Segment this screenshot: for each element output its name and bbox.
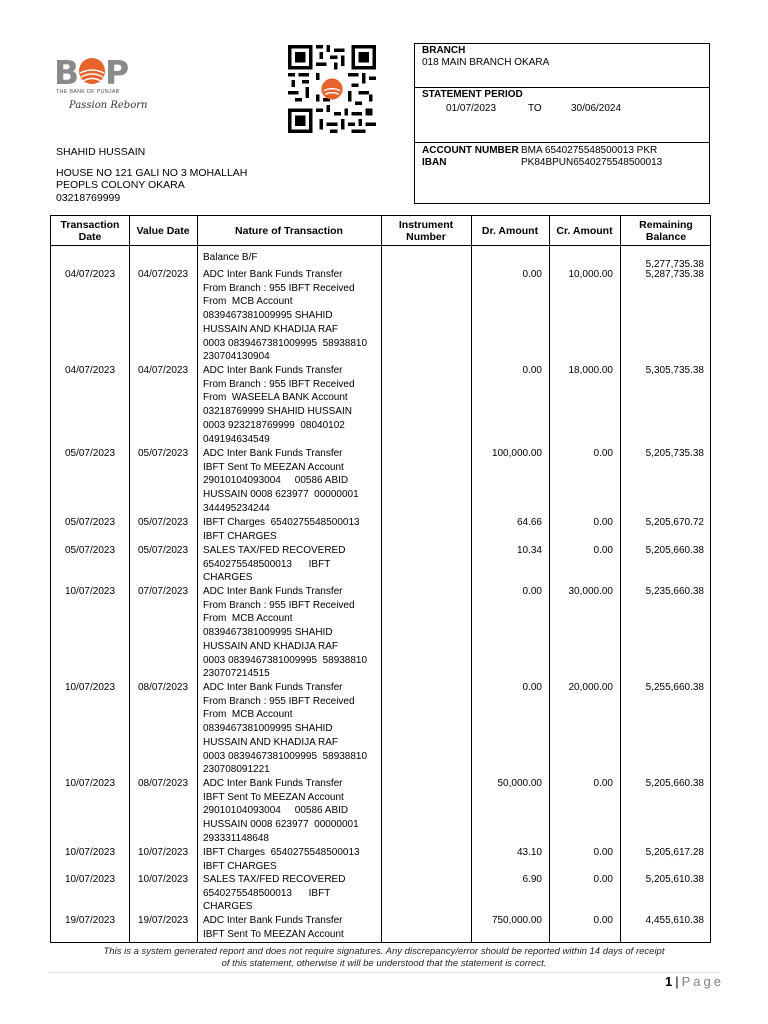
- cell-dr-amount: 50,000.00: [497, 778, 542, 789]
- bank-tagline: Passion Reborn: [69, 100, 148, 111]
- page-divider: [48, 972, 720, 973]
- cell-balance: 5,287,735.38: [645, 269, 704, 280]
- cell-balance: 5,205,735.38: [645, 448, 704, 459]
- svg-text:B: B: [54, 53, 80, 89]
- page-separator: |: [675, 974, 679, 989]
- customer-address-line1: HOUSE NO 121 GALI NO 3 MOHALLAH: [56, 167, 248, 179]
- header-instrument-number: Instrument Number: [398, 218, 454, 243]
- header-dr-amount: Dr. Amount: [481, 224, 539, 237]
- account-info-box: [414, 43, 710, 204]
- cell-transaction-date: 10/07/2023: [64, 778, 116, 789]
- column-divider: [197, 216, 198, 942]
- statement-period-to-label: TO: [528, 103, 542, 114]
- bank-name-small: THE BANK OF PUNJAB: [56, 89, 120, 95]
- disclaimer-line1: This is a system generated report and does not require signatures. Any discrepancy/error should be reported within 14 days of receipt: [103, 946, 665, 957]
- header-divider: [51, 245, 710, 246]
- header-value-date: Value Date: [136, 224, 190, 237]
- cell-transaction-date: 10/07/2023: [64, 586, 116, 597]
- account-number-label: ACCOUNT NUMBER: [422, 145, 519, 156]
- cell-cr-amount: 10,000.00: [568, 269, 613, 280]
- cell-nature: ADC Inter Bank Funds Transfer IBFT Sent To MEEZAN Account 29010104093004 00586 ABID HUSSAIN 0008 623977 00000001 344495234244: [203, 448, 359, 514]
- disclaimer-line2: of this statement, otherwise it will be understood that the statement is correct.: [221, 958, 547, 969]
- cell-cr-amount: 0.00: [593, 874, 613, 885]
- cell-cr-amount: 0.00: [593, 545, 613, 556]
- cell-value-date: 19/07/2023: [137, 915, 189, 926]
- iban-value: PK84BPUN6540275548500013: [521, 157, 663, 168]
- customer-phone: 03218769999: [56, 192, 121, 204]
- statement-period-from: 01/07/2023: [446, 103, 497, 114]
- customer-name: SHAHID HUSSAIN: [56, 146, 146, 158]
- cell-value-date: 10/07/2023: [137, 874, 189, 885]
- cell-balance: 5,205,660.38: [645, 778, 704, 789]
- cell-balance: 5,205,610.38: [645, 874, 704, 885]
- bop-logo-icon: [54, 53, 134, 89]
- cell-balance: 4,455,610.38: [645, 915, 704, 926]
- qr-code-icon: [288, 45, 376, 133]
- cell-transaction-date: 05/07/2023: [64, 545, 116, 556]
- page-word: Page: [681, 974, 724, 989]
- cell-value-date: 08/07/2023: [137, 778, 189, 789]
- cell-nature: ADC Inter Bank Funds Transfer From Branch : 955 IBFT Received From MCB Account 0839467381009995 SHAHID HUSSAIN AND KHADIJA RAF 0003 0839467381009995 58938810 230708091221: [203, 682, 368, 776]
- cell-dr-amount: 0.00: [522, 682, 542, 693]
- cell-nature: SALES TAX/FED RECOVERED 6540275548500013 IBFT CHARGES: [203, 545, 346, 584]
- cell-dr-amount: 750,000.00: [491, 915, 542, 926]
- cell-dr-amount: 43.10: [516, 847, 542, 858]
- cell-dr-amount: 100,000.00: [491, 448, 542, 459]
- column-divider: [471, 216, 472, 942]
- cell-transaction-date: 10/07/2023: [64, 847, 116, 858]
- cell-value-date: 07/07/2023: [137, 586, 189, 597]
- divider: [415, 87, 709, 88]
- svg-text:P: P: [105, 53, 130, 89]
- divider: [415, 142, 709, 143]
- cell-transaction-date: 05/07/2023: [64, 448, 116, 459]
- cell-nature: ADC Inter Bank Funds Transfer From Branch : 955 IBFT Received From MCB Account 0839467381009995 SHAHID HUSSAIN AND KHADIJA RAF 0003 0839467381009995 58938810 230707214515: [203, 586, 368, 680]
- cell-nature: ADC Inter Bank Funds Transfer From Branch : 955 IBFT Received From MCB Account 0839467381009995 SHAHID HUSSAIN AND KHADIJA RAF 0003 0839467381009995 58938810 230704130904: [203, 269, 368, 363]
- cell-nature: ADC Inter Bank Funds Transfer IBFT Sent To MEEZAN Account: [203, 915, 344, 940]
- cell-cr-amount: 20,000.00: [568, 682, 613, 693]
- cell-balance: 5,305,735.38: [645, 365, 704, 376]
- cell-dr-amount: 0.00: [522, 586, 542, 597]
- cell-nature: ADC Inter Bank Funds Transfer IBFT Sent To MEEZAN Account 29010104093004 00586 ABID HUSSAIN 0008 623977 00000001 293331148648: [203, 778, 359, 844]
- cell-nature: Balance B/F: [203, 252, 258, 263]
- cell-cr-amount: 0.00: [593, 847, 613, 858]
- cell-balance: 5,205,670.72: [645, 517, 704, 528]
- header-transaction-date: Transaction Date: [60, 218, 120, 243]
- cell-cr-amount: 0.00: [593, 517, 613, 528]
- cell-value-date: 05/07/2023: [137, 545, 189, 556]
- cell-value-date: 08/07/2023: [137, 682, 189, 693]
- statement-period-label: STATEMENT PERIOD: [422, 89, 523, 100]
- cell-value-date: 04/07/2023: [137, 365, 189, 376]
- cell-balance: 5,277,735.38: [645, 259, 704, 270]
- statement-period-to: 30/06/2024: [571, 103, 622, 114]
- column-divider: [620, 216, 621, 942]
- cell-transaction-date: 04/07/2023: [64, 365, 116, 376]
- cell-nature: IBFT Charges 6540275548500013 IBFT CHARGES: [203, 517, 360, 542]
- cell-value-date: 05/07/2023: [137, 448, 189, 459]
- cell-dr-amount: 0.00: [522, 269, 542, 280]
- cell-transaction-date: 10/07/2023: [64, 682, 116, 693]
- branch-value: 018 MAIN BRANCH OKARA: [422, 57, 550, 68]
- page-number: [665, 974, 724, 989]
- cell-nature: IBFT Charges 6540275548500013 IBFT CHARGES: [203, 847, 360, 872]
- cell-dr-amount: 64.66: [516, 517, 542, 528]
- cell-cr-amount: 18,000.00: [568, 365, 613, 376]
- cell-value-date: 05/07/2023: [137, 517, 189, 528]
- cell-transaction-date: 10/07/2023: [64, 874, 116, 885]
- cell-balance: 5,205,660.38: [645, 545, 704, 556]
- account-number-value: BMA 6540275548500013 PKR: [521, 145, 658, 156]
- transactions-table: [50, 215, 711, 943]
- cell-nature: SALES TAX/FED RECOVERED 6540275548500013 IBFT CHARGES: [203, 874, 346, 913]
- header-remaining-balance: Remaining Balance: [639, 218, 693, 243]
- cell-transaction-date: 19/07/2023: [64, 915, 116, 926]
- cell-cr-amount: 30,000.00: [568, 586, 613, 597]
- customer-address-line2: PEOPLS COLONY OKARA: [56, 179, 185, 191]
- disclaimer-footer: [0, 946, 768, 970]
- cell-dr-amount: 0.00: [522, 365, 542, 376]
- header-cr-amount: Cr. Amount: [556, 224, 613, 237]
- page-number-value: 1: [665, 974, 673, 989]
- cell-cr-amount: 0.00: [593, 448, 613, 459]
- branch-label: BRANCH: [422, 45, 466, 56]
- cell-balance: 5,205,617.28: [645, 847, 704, 858]
- cell-transaction-date: 04/07/2023: [64, 269, 116, 280]
- cell-nature: ADC Inter Bank Funds Transfer From Branch : 955 IBFT Received From WASEELA BANK Account 03218769999 SHAHID HUSSAIN 0003 923218769999 08040102 049194634549: [203, 365, 355, 445]
- cell-balance: 5,235,660.38: [645, 586, 704, 597]
- column-divider: [381, 216, 382, 942]
- cell-transaction-date: 05/07/2023: [64, 517, 116, 528]
- header-nature-of-transaction: Nature of Transaction: [235, 224, 343, 237]
- cell-cr-amount: 0.00: [593, 915, 613, 926]
- bank-logo: [54, 53, 148, 123]
- cell-balance: 5,255,660.38: [645, 682, 704, 693]
- cell-dr-amount: 10.34: [516, 545, 542, 556]
- cell-dr-amount: 6.90: [522, 874, 542, 885]
- column-divider: [549, 216, 550, 942]
- cell-cr-amount: 0.00: [593, 778, 613, 789]
- column-divider: [129, 216, 130, 942]
- cell-value-date: 10/07/2023: [137, 847, 189, 858]
- cell-value-date: 04/07/2023: [137, 269, 189, 280]
- iban-label: IBAN: [422, 157, 447, 168]
